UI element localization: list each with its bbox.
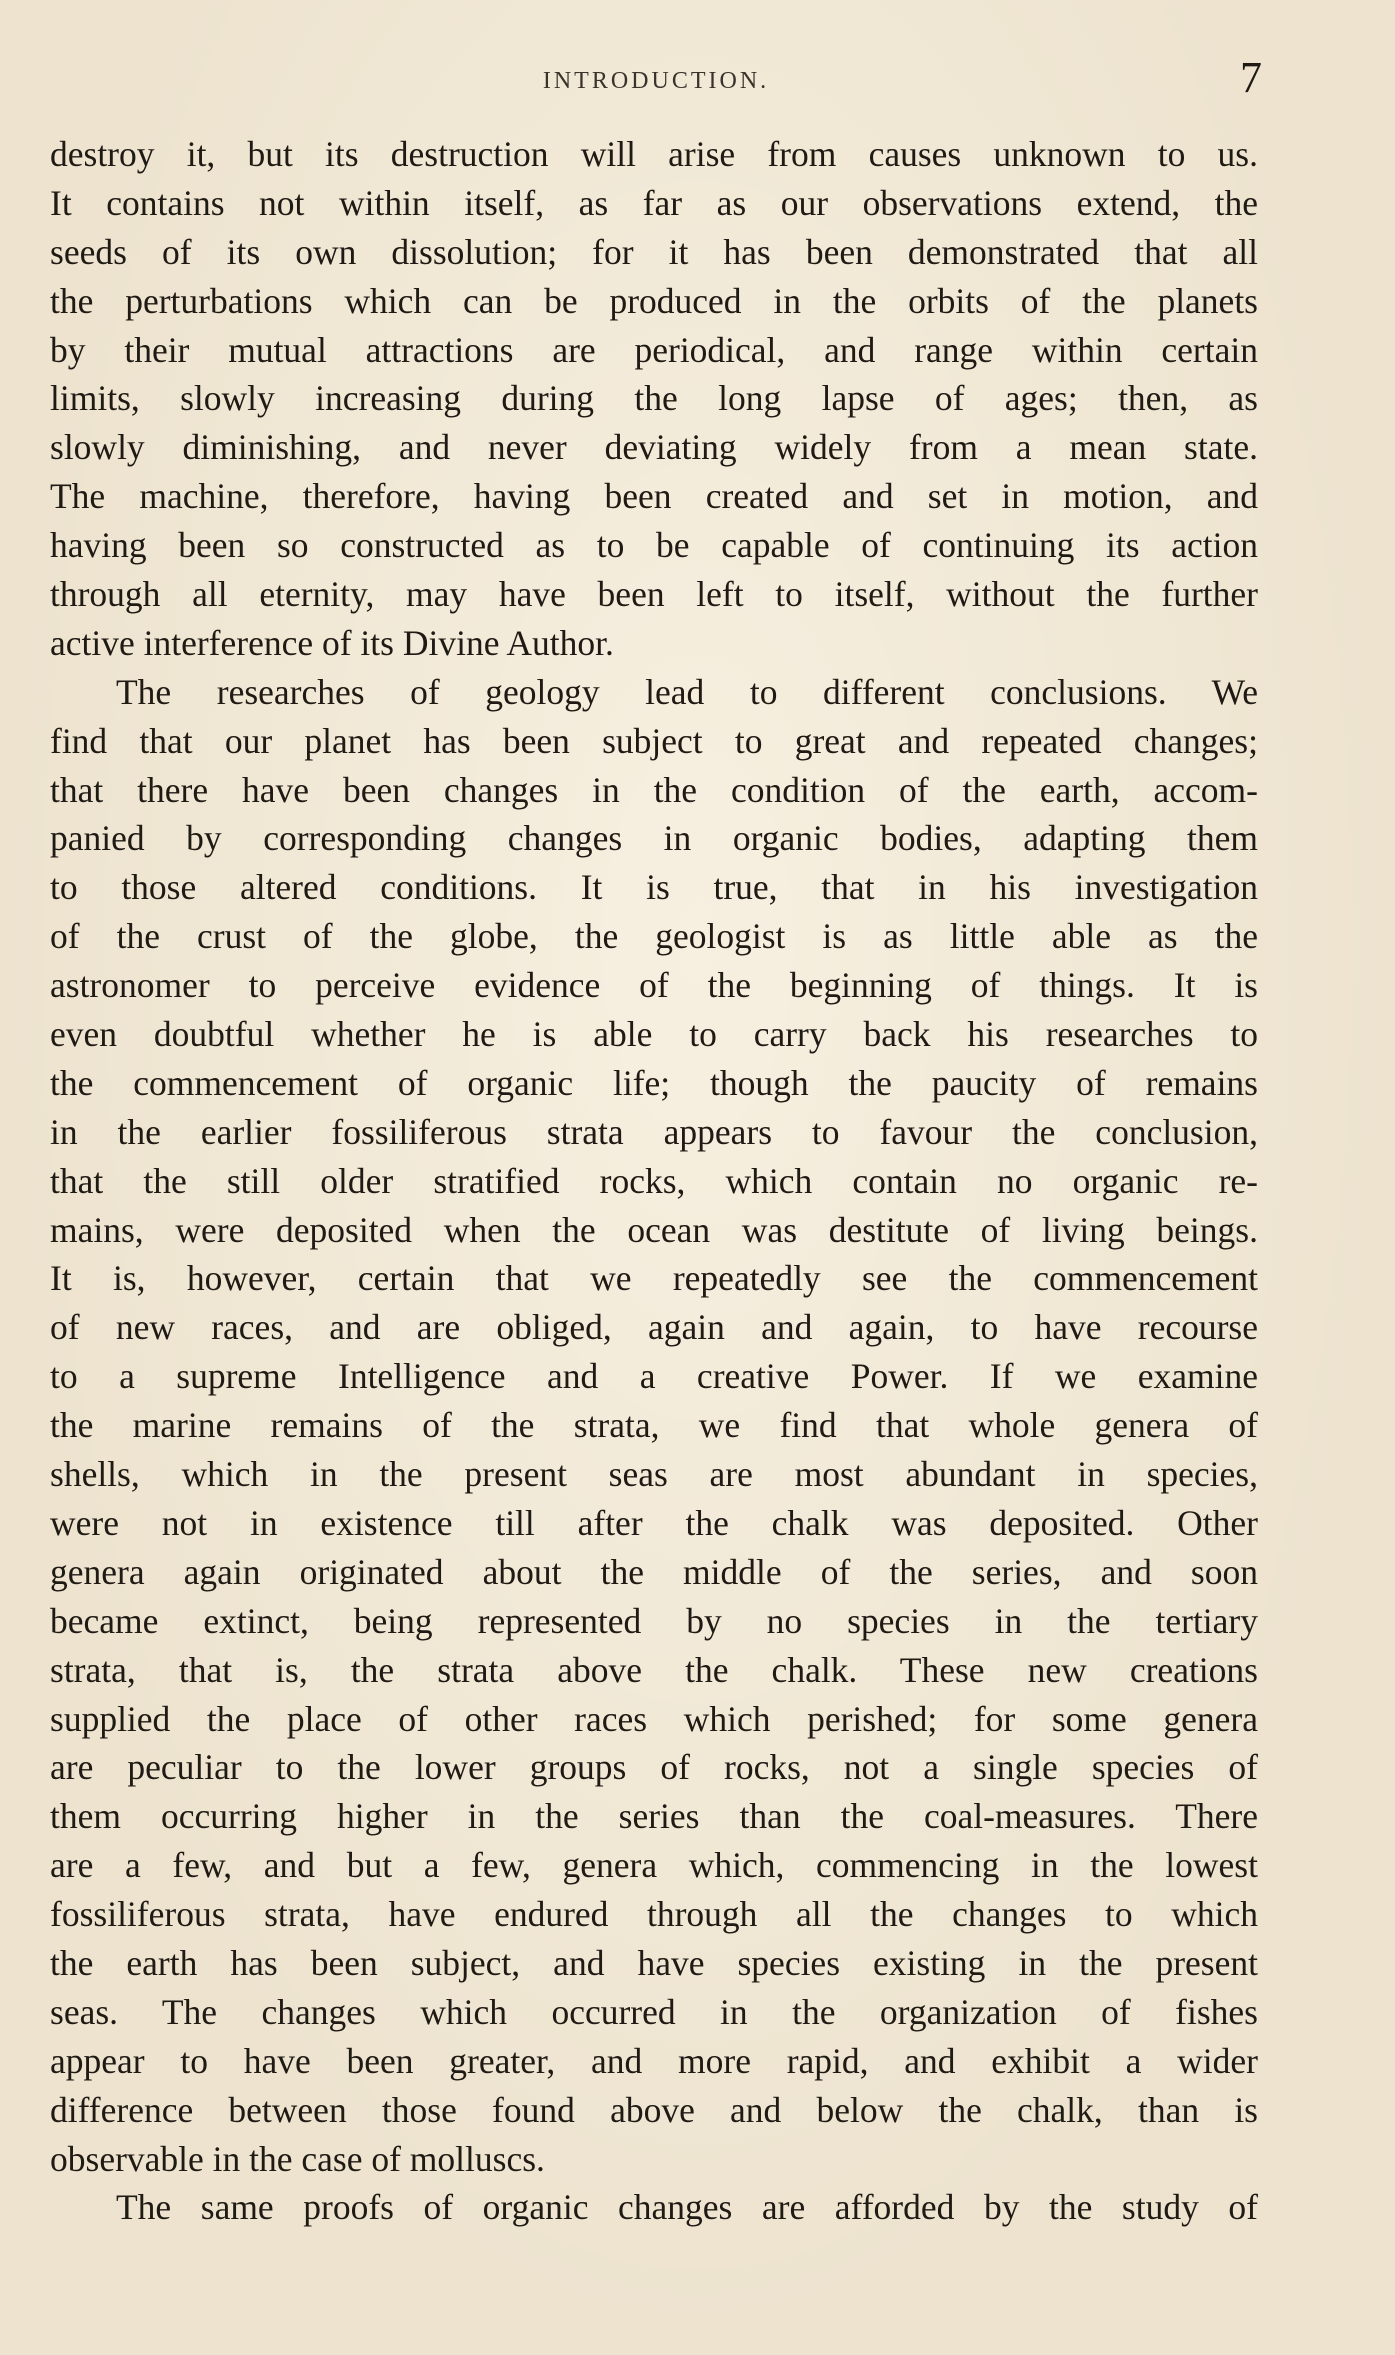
text-line: active interference of its Divine Author. (50, 622, 614, 663)
text-line: destroy it, but its destruction will arise from causes unknown to us. (50, 134, 1258, 174)
text-line: fossiliferous strata, have endured through all the changes to which (50, 1894, 1258, 1935)
text-line: The same proofs of organic changes are afforded by the study of (116, 2187, 1258, 2228)
text-line: them occurring higher in the series than the coal-measures. There (50, 1796, 1258, 1837)
text-line: to those altered conditions. It is true, that in his investigation (50, 867, 1258, 908)
running-head (52, 52, 1260, 112)
text-line: the marine remains of the strata, we find that whole genera of (50, 1405, 1258, 1446)
text-line: even doubtful whether he is able to carry back his researches to (50, 1014, 1258, 1055)
text-line: are peculiar to the lower groups of rocks, not a single species of (50, 1747, 1258, 1788)
text-line: slowly diminishing, and never deviating widely from a mean state. (50, 427, 1258, 468)
text-line: panied by corresponding changes in organic bodies, adapting them (50, 818, 1258, 859)
text-line: supplied the place of other races which perished; for some genera (50, 1698, 1258, 1739)
text-line: the earth has been subject, and have species existing in the present (50, 1942, 1258, 1983)
text-line: The researches of geology lead to different conclusions. We (116, 671, 1258, 712)
text-line: by their mutual attractions are periodical, and range within certain (50, 329, 1258, 370)
text-line: having been so constructed as to be capable of continuing its action (50, 525, 1258, 566)
text-line: were not in existence till after the chalk was deposited. Other (50, 1502, 1258, 1543)
text-line: limits, slowly increasing during the long lapse of ages; then, as (50, 378, 1258, 419)
text-line: genera again originated about the middle of the series, and soon (50, 1551, 1258, 1592)
text-line: difference between those found above and below the chalk, than is (50, 2089, 1258, 2130)
text-line: through all eternity, may have been left to itself, without the further (50, 574, 1258, 615)
text-line: that the still older stratified rocks, which contain no organic re- (50, 1160, 1258, 1201)
text-line: mains, were deposited when the ocean was destitute of living beings. (50, 1209, 1258, 1250)
text-line: find that our planet has been subject to great and repeated changes; (50, 720, 1258, 761)
text-line: of new races, and are obliged, again and again, to have recourse (50, 1307, 1258, 1348)
body-text (50, 130, 1258, 2232)
text-line: the commencement of organic life; though the paucity of remains (50, 1062, 1258, 1103)
text-line: became extinct, being represented by no species in the tertiary (50, 1600, 1258, 1641)
text-line: astronomer to perceive evidence of the beginning of things. It is (50, 965, 1258, 1006)
text-line: observable in the case of molluscs. (50, 2138, 545, 2179)
text-line: strata, that is, the strata above the chalk. These new creations (50, 1649, 1258, 1690)
text-line: are a few, and but a few, genera which, commencing in the lowest (50, 1845, 1258, 1886)
text-line: shells, which in the present seas are most abundant in species, (50, 1454, 1258, 1495)
text-line: that there have been changes in the condition of the earth, accom- (50, 769, 1258, 810)
text-line: seas. The changes which occurred in the organization of fishes (50, 1991, 1258, 2032)
text-line: It is, however, certain that we repeatedly see the commencement (50, 1258, 1258, 1299)
text-line: appear to have been greater, and more rapid, and exhibit a wider (50, 2040, 1258, 2081)
page-number: 7 (1240, 53, 1262, 102)
text-line: the perturbations which can be produced in the orbits of the planets (50, 280, 1258, 321)
text-line: The machine, therefore, having been created and set in motion, and (50, 476, 1258, 517)
text-line: in the earlier fossiliferous strata appears to favour the conclusion, (50, 1111, 1258, 1152)
text-line: seeds of its own dissolution; for it has been demonstrated that all (50, 231, 1258, 272)
text-line: of the crust of the globe, the geologist is as little able as the (50, 916, 1258, 957)
text-line: to a supreme Intelligence and a creative Power. If we examine (50, 1356, 1258, 1397)
text-line: It contains not within itself, as far as our observations extend, the (50, 182, 1258, 223)
running-head-title: INTRODUCTION. (542, 68, 770, 94)
